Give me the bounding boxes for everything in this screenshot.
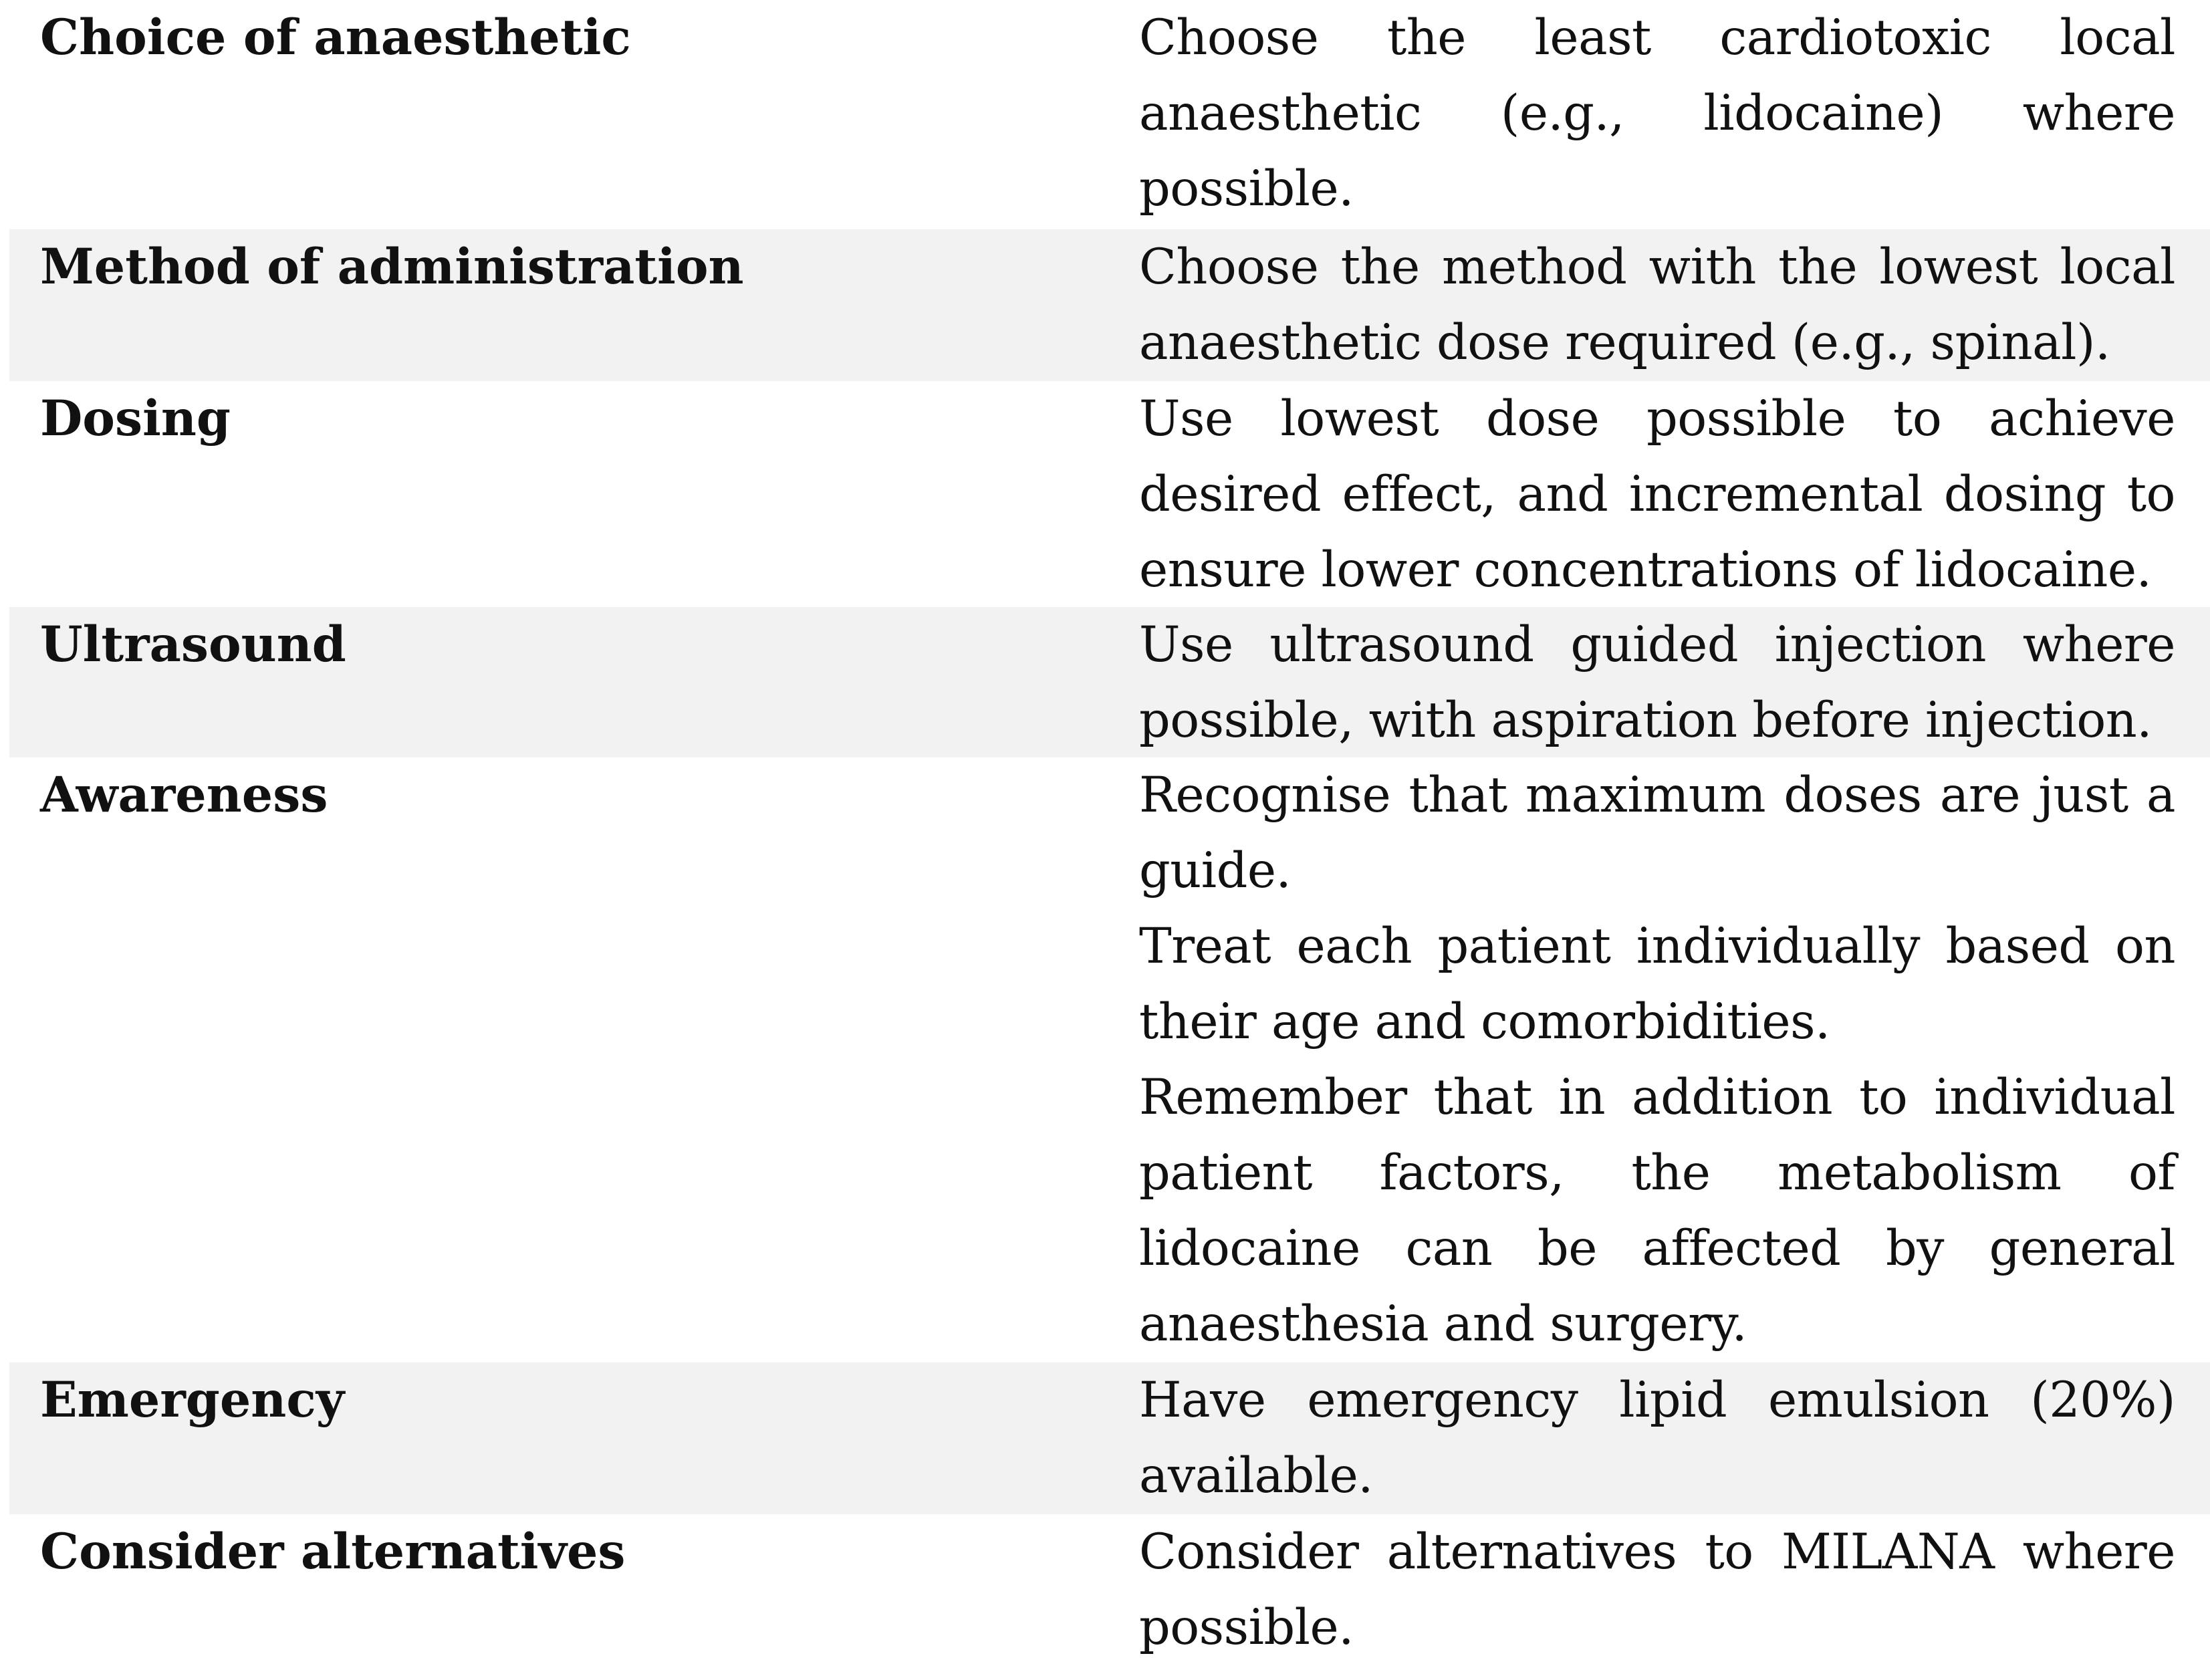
row-description <box>1139 757 2175 1362</box>
description-paragraph: Choose the least cardiotoxic local anaesthetic (e.g., lidocaine) where possible. <box>1139 9 2175 217</box>
row-label: Consider alternatives <box>40 1523 626 1580</box>
row-description <box>1139 0 2175 227</box>
row-description <box>1139 381 2175 608</box>
table-row-emergency <box>9 1362 2210 1514</box>
row-description <box>1139 229 2175 380</box>
table-row-ultrasound <box>9 607 2210 757</box>
description-paragraph: Have emergency lipid emulsion (20%) available. <box>1139 1372 2175 1504</box>
description-paragraph: Treat each patient individually based on their age and comorbidities. <box>1139 918 2175 1050</box>
row-label: Dosing <box>40 390 231 447</box>
row-label: Method of administration <box>40 238 744 295</box>
row-label: Awareness <box>40 766 328 824</box>
description-paragraph: Use lowest dose possible to achieve desired effect, and incremental dosing to ensure lower concentrations of lidocaine. <box>1139 390 2175 598</box>
table-row-consider-alternatives <box>9 1514 2210 1678</box>
table-row-dosing <box>9 381 2210 607</box>
row-description <box>1139 1362 2175 1514</box>
row-description <box>1139 1514 2175 1665</box>
description-paragraph: Remember that in addition to individual patient factors, the metabolism of lidocaine can be affected by general anaesthesia and surgery. <box>1139 1069 2175 1352</box>
description-paragraph: Choose the method with the lowest local anaesthetic dose required (e.g., spinal). <box>1139 239 2175 371</box>
table-row-awareness <box>9 757 2210 1362</box>
row-label: Choice of anaesthetic <box>40 9 631 66</box>
table-row-method-of-administration <box>9 229 2210 381</box>
description-paragraph: Use ultrasound guided injection where possible, with aspiration before injection. <box>1139 616 2175 749</box>
description-paragraph: Recognise that maximum doses are just a guide. <box>1139 767 2175 899</box>
row-description <box>1139 607 2175 758</box>
row-label: Ultrasound <box>40 616 346 673</box>
description-paragraph: Consider alternatives to MILANA where possible. <box>1139 1524 2175 1656</box>
row-label: Emergency <box>40 1371 345 1429</box>
recommendations-table <box>9 0 2210 1678</box>
table-row-choice-of-anaesthetic <box>9 0 2210 229</box>
